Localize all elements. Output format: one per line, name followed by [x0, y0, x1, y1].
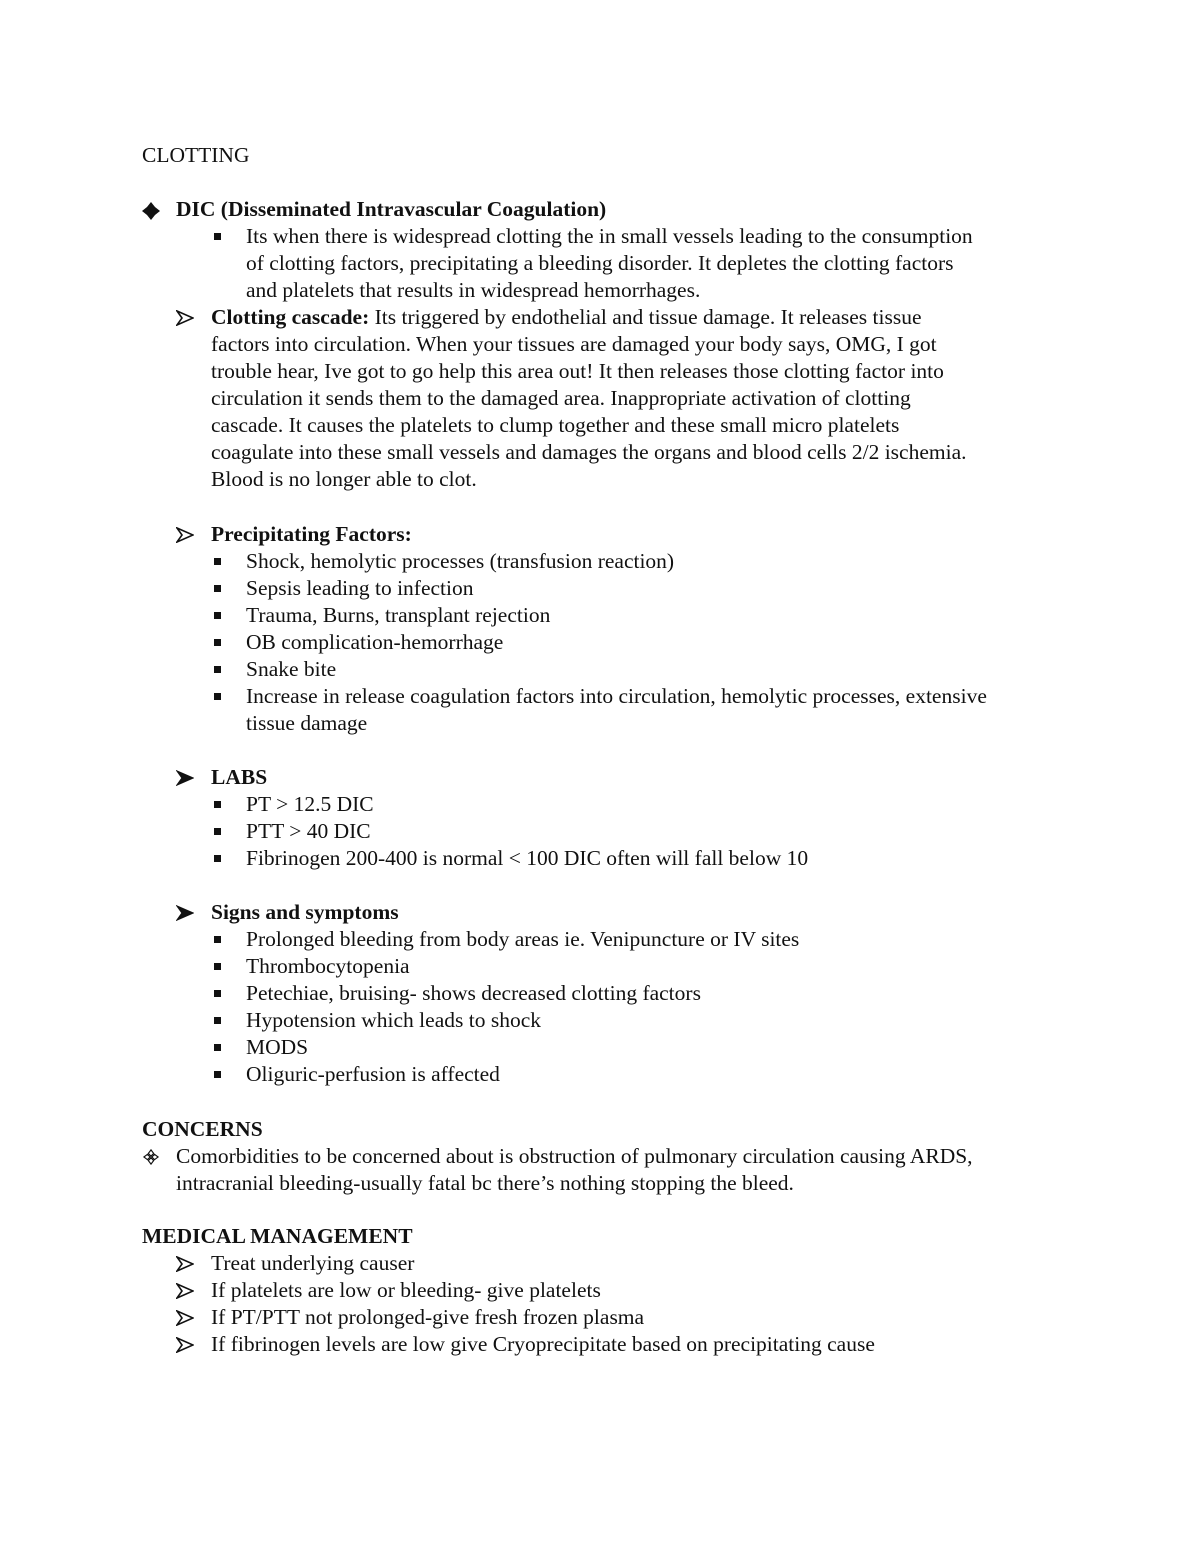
square-bullet-icon: [214, 585, 221, 592]
arrow-bullet-icon: [176, 905, 194, 921]
square-bullet-icon: [214, 990, 221, 997]
precipitating-item: OB complication-hemorrhage: [246, 630, 504, 654]
precipitating-item: Increase in release coagulation factors into circulation, hemolytic processes, extensive: [246, 684, 987, 708]
dic-definition-line: and platelets that results in widespread hemorrhages.: [246, 278, 701, 302]
arrow-bullet-icon: [176, 1283, 194, 1299]
precipitating-item: Shock, hemolytic processes (transfusion reaction): [246, 549, 675, 573]
precipitating-label: Precipitating Factors:: [211, 522, 412, 546]
diamond-bullet-icon: [142, 202, 160, 220]
arrow-bullet-icon: [176, 1310, 194, 1326]
precipitating-item-continued: tissue damage: [246, 711, 368, 735]
cascade-line: factors into circulation. When your tissues are damaged your body says, OMG, I got: [211, 332, 937, 356]
precipitating-item: Trauma, Burns, transplant rejection: [246, 603, 551, 627]
square-bullet-icon: [214, 558, 221, 565]
cascade-line: cascade. It causes the platelets to clump together and these small micro platelets: [211, 413, 900, 437]
management-item: If fibrinogen levels are low give Cryoprecipitate based on precipitating cause: [211, 1332, 875, 1356]
square-bullet-icon: [214, 828, 221, 835]
concerns-line: Comorbidities to be concerned about is obstruction of pulmonary circulation causing ARDS,: [176, 1144, 973, 1168]
square-bullet-icon: [214, 1017, 221, 1024]
management-item: Treat underlying causer: [211, 1251, 415, 1275]
arrow-bullet-icon: [176, 310, 194, 326]
dic-definition-line: of clotting factors, precipitating a bleeding disorder. It depletes the clotting factors: [246, 251, 954, 275]
square-bullet-icon: [214, 1071, 221, 1078]
sign-item: MODS: [246, 1035, 309, 1059]
square-bullet-icon: [214, 963, 221, 970]
dic-definition-line: Its when there is widespread clotting the in small vessels leading to the consumption: [246, 224, 973, 248]
cascade-first-line: [211, 304, 922, 331]
square-bullet-icon: [214, 612, 221, 619]
page-heading: CLOTTING: [142, 143, 250, 167]
cascade-label: Clotting cascade:: [211, 305, 370, 329]
management-item: If PT/PTT not prolonged-give fresh frozen plasma: [211, 1305, 645, 1329]
sign-item: Oliguric-perfusion is affected: [246, 1062, 500, 1086]
concerns-heading: CONCERNS: [142, 1117, 263, 1141]
square-bullet-icon: [214, 936, 221, 943]
square-bullet-icon: [214, 233, 221, 240]
square-bullet-icon: [214, 693, 221, 700]
sign-item: Petechiae, bruising- shows decreased clotting factors: [246, 981, 701, 1005]
sign-item: Hypotension which leads to shock: [246, 1008, 541, 1032]
outline-diamond-bullet-icon: [143, 1149, 159, 1165]
square-bullet-icon: [214, 855, 221, 862]
cascade-line: coagulate into these small vessels and damages the organs and blood cells 2/2 ischemia.: [211, 440, 967, 464]
cascade-line: Blood is no longer able to clot.: [211, 467, 477, 491]
dic-title: DIC (Disseminated Intravascular Coagulation): [176, 197, 607, 221]
precipitating-item: Sepsis leading to infection: [246, 576, 474, 600]
management-item: If platelets are low or bleeding- give platelets: [211, 1278, 601, 1302]
square-bullet-icon: [214, 666, 221, 673]
sign-item: Thrombocytopenia: [246, 954, 410, 978]
arrow-bullet-icon: [176, 527, 194, 543]
arrow-bullet-icon: [176, 770, 194, 786]
concerns-line: intracranial bleeding-usually fatal bc there’s nothing stopping the bleed.: [176, 1171, 794, 1195]
lab-item: PTT > 40 DIC: [246, 819, 371, 843]
cascade-line: trouble hear, Ive got to go help this area out! It then releases those clotting factor into: [211, 359, 944, 383]
arrow-bullet-icon: [176, 1256, 194, 1272]
lab-item: PT > 12.5 DIC: [246, 792, 374, 816]
precipitating-item: Snake bite: [246, 657, 337, 681]
arrow-bullet-icon: [176, 1337, 194, 1353]
square-bullet-icon: [214, 639, 221, 646]
square-bullet-icon: [214, 801, 221, 808]
lab-item: Fibrinogen 200-400 is normal < 100 DIC often will fall below 10: [246, 846, 809, 870]
cascade-line: circulation it sends them to the damaged area. Inappropriate activation of clotting: [211, 386, 911, 410]
management-heading: MEDICAL MANAGEMENT: [142, 1224, 413, 1248]
cascade-first-line-text: Its triggered by endothelial and tissue damage. It releases tissue: [369, 305, 922, 329]
square-bullet-icon: [214, 1044, 221, 1051]
signs-label: Signs and symptoms: [211, 900, 399, 924]
sign-item: Prolonged bleeding from body areas ie. Venipuncture or IV sites: [246, 927, 800, 951]
labs-label: LABS: [211, 765, 268, 789]
